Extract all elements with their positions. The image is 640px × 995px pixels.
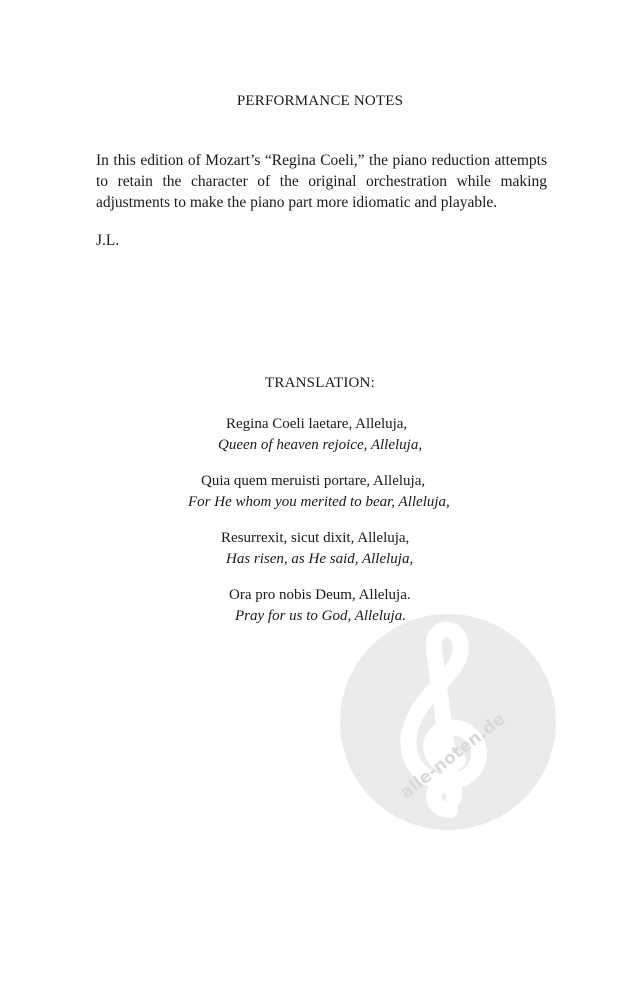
latin-line: Resurrexit, sicut dixit, Alleluja, [221,530,410,546]
translation-heading: TRANSLATION: [265,375,375,391]
english-line: Pray for us to God, Alleluja. [235,608,406,624]
latin-line: Ora pro nobis Deum, Alleluja. [229,587,411,603]
author-initials: J.L. [96,232,120,249]
english-line: Queen of heaven rejoice, Alleluja, [218,437,423,453]
watermark-treble-clef-icon [338,610,558,835]
latin-line: Regina Coeli laetare, Alleluja, [226,416,408,432]
performance-notes-body: In this edition of Mozart’s “Regina Coeli,” the piano reduction attempts to retain the character of the original orchestration while making adjustments to make the piano part more idiomatic and playable. [96,152,547,211]
english-line: Has risen, as He said, Alleluja, [226,551,414,567]
latin-line: Quia quem meruisti portare, Alleluja, [201,473,426,489]
performance-notes-heading: PERFORMANCE NOTES [236,93,404,109]
english-line: For He whom you merited to bear, Alleluja, [188,494,450,510]
watermark-text: alle-noten.de [396,708,510,804]
